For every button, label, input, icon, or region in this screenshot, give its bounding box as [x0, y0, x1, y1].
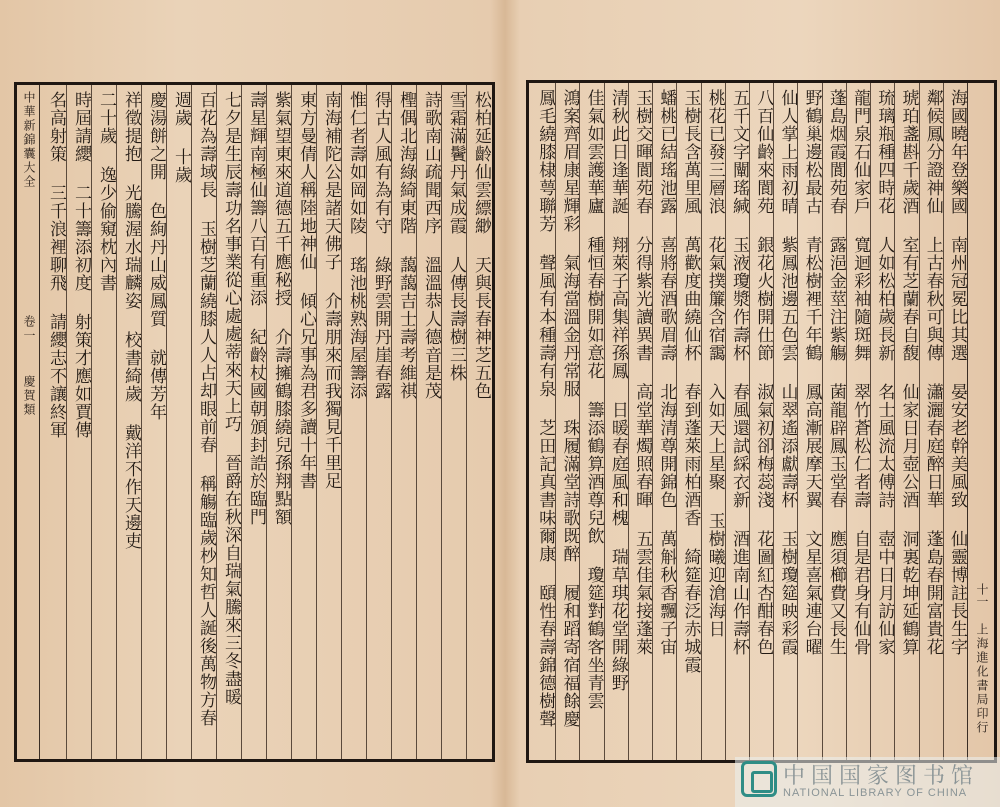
- column-rule: [676, 83, 677, 760]
- watermark-chinese: 中国国家图书馆: [783, 764, 980, 789]
- text-column: 八百仙齡來閬苑 銀花火樹開仕節 淑氣初卻梅蕊淺 花圖紅杏酣春色: [753, 89, 774, 656]
- text-column: 蓬島烟霞閬苑春 露浥金莖注紫觴 菌龍辟鳳玉堂春 應須櫛費又長生: [825, 89, 846, 656]
- text-column: 蟠桃已結瑤池露 喜將春酒歌眉壽 北海清尊開錦色 萬斛秋香飄子宙: [656, 89, 677, 656]
- text-column: 紫氣望東來道德五千應秘授 介壽擁鶴膝繞兒孫翔點額: [271, 91, 291, 526]
- text-column: 得古人風有為有守 綠野雲開丹崖春露: [371, 91, 391, 400]
- column-rule: [166, 85, 167, 759]
- gutter-volume: 卷一: [22, 315, 36, 343]
- gutter-section: 慶賀類: [22, 375, 36, 417]
- text-column: 清秋此日逢華誕 翔萊子高集祥孫鳳 日暖春庭風和槐 瑞草琪花堂開綠野: [607, 89, 628, 692]
- text-column: 名高射策 三千浪裡聊飛 請纓志不讓終軍: [46, 91, 66, 439]
- column-rule: [701, 83, 702, 760]
- left-page-frame: [14, 82, 495, 762]
- text-column: 二十歲 逸少偷窺枕內書: [96, 91, 116, 292]
- text-column: 野鶴巢邊松最古 青松樹裡千年鶴 鳳高漸展摩天翼 文星喜氣連台曜: [801, 89, 822, 656]
- column-rule: [416, 85, 417, 759]
- right-fold-column: [967, 83, 994, 760]
- text-column: 壽星輝南極仙籌八百有重添 紀齡杖國朝頒封誥於臨門: [246, 91, 266, 526]
- text-column: 詩歌南山疏聞西序 溫溫恭人德音是茂: [421, 91, 441, 400]
- column-rule: [943, 83, 944, 760]
- text-column: 慶湯餅之開 色絢丹山威鳳質 就傳芳年: [146, 91, 166, 421]
- text-column: 五千文字闡瑤緘 玉液瓊漿作壽杯 春風還試綵衣新 酒進南山作壽杯: [728, 89, 749, 656]
- column-rule: [846, 83, 847, 760]
- text-column: 玉樹長含萬里風 萬歡度曲繞仙杯 春到蓬萊雨柏酒香 綺筵春泛赤城霞: [680, 89, 701, 674]
- text-column: 鳳毛繞膝棣萼聯芳 聲風有本種壽有泉 芝田記真書味爾康 頤性春壽錦德樹聲: [535, 89, 556, 728]
- column-rule: [366, 85, 367, 759]
- text-column: 琉璃瓶種四時花 人如松柏歲長新 名士風流太傅詩 壺中日月訪仙家: [874, 89, 895, 656]
- text-column: 惟仁者壽如岡如陵 瑤池桃熟海屋籌添: [346, 91, 366, 400]
- text-column: 龍門泉石仙家戶 寬迴彩袖隨斑舞 翠竹蒼松仁者壽 自是君身有仙骨: [850, 89, 871, 656]
- page-number: 十一: [975, 583, 989, 607]
- column-rule: [773, 83, 774, 760]
- text-column: 鴻案齊眉康星輝彩 氣海當溫金丹常服 珠履滿堂詩歌既醉 履和蹈寄宿福餘慶: [559, 89, 580, 728]
- column-rule: [391, 85, 392, 759]
- column-rule: [116, 85, 117, 759]
- gutter-book-title: 中華新錦囊大全: [22, 91, 36, 189]
- column-rule: [66, 85, 67, 759]
- column-rule: [604, 83, 605, 760]
- text-column: 玉樹交暉閬苑春 分得紫光讀異書 高堂華燭照春暉 五雲佳氣接蓬萊: [632, 89, 653, 656]
- text-column: 海國曉年登樂國 南州冠冕比其選 晏安老幹美風致 仙靈博註長生字: [946, 89, 967, 656]
- text-column: 雪霜滿鬢丹氣成霞 人傳長壽樹三株: [446, 91, 466, 382]
- text-column: 佳氣如雲護華廬 種恒春樹開如意花 籌添鶴算酒尊兒飲 瓊筵對鶴客坐青雲: [583, 89, 604, 710]
- text-column: 祥徵提抱 光騰渥水瑞麟姿 校書綺歲 戴洋不作天邊吏: [121, 91, 141, 550]
- text-column: 七夕是生辰壽功名事業從心處處蒂來天上巧 晉爵在秋深自瑞氣騰來三冬盡暖: [221, 91, 241, 706]
- watermark-english: NATIONAL LIBRARY OF CHINA: [783, 787, 968, 799]
- column-rule: [466, 85, 467, 759]
- library-logo-icon: [741, 761, 777, 797]
- column-rule: [652, 83, 653, 760]
- column-rule: [919, 83, 920, 760]
- column-rule: [822, 83, 823, 760]
- column-rule: [894, 83, 895, 760]
- column-rule: [91, 85, 92, 759]
- text-column: 檉偶北海綠綺東階 藹藹吉士壽考維祺: [396, 91, 416, 400]
- column-rule: [266, 85, 267, 759]
- column-rule: [341, 85, 342, 759]
- text-column: 仙人掌上雨初晴 紫鳳池邊五色雲 山翠遙添獻壽杯 玉樹瓊筵映彩霞: [777, 89, 798, 656]
- text-column: 琥珀盞斟千歲酒 室有芝蘭春自馥 仙家日月壺公酒 洞裏乾坤延鶴算: [898, 89, 919, 656]
- column-rule: [579, 83, 580, 760]
- column-rule: [216, 85, 217, 759]
- text-column: 週歲 十歲: [171, 91, 191, 184]
- library-watermark: [735, 757, 1000, 807]
- right-page: [505, 0, 1000, 807]
- text-column: 東方曼倩人稱陸地神仙 傾心兄事為君多讀十年書: [296, 91, 316, 490]
- column-rule: [291, 85, 292, 759]
- publisher-imprint: 上海進化書局印行: [975, 623, 989, 735]
- column-rule: [316, 85, 317, 759]
- column-rule: [441, 85, 442, 759]
- text-column: 南海補陀公是諸天佛子 介壽朋來而我獨見千里足: [321, 91, 341, 490]
- column-rule: [628, 83, 629, 760]
- text-column: 桃花已發三層浪 花氣撲簾含宿靄 入如天上星聚 玉樹曦迎滄海日: [704, 89, 725, 638]
- text-column: 百花為壽域長 玉樹芝蘭繞膝人人占却眼前春 稱觴臨歲杪知哲人誕後萬物方春: [196, 91, 216, 727]
- column-rule: [191, 85, 192, 759]
- text-column: 松柏延齡仙雲縹緲 天與長春神芝五色: [471, 91, 491, 400]
- column-rule: [555, 83, 556, 760]
- column-rule: [141, 85, 142, 759]
- column-rule: [749, 83, 750, 760]
- column-rule: [241, 85, 242, 759]
- column-rule: [870, 83, 871, 760]
- text-column: 鄰候鳳分證神仙 上古春秋可與傳 瀟灑春庭醉日華 蓬島春開富貴花: [922, 89, 943, 656]
- left-gutter-column: [17, 85, 40, 759]
- column-rule: [725, 83, 726, 760]
- right-page-frame: [526, 80, 997, 763]
- text-column: 時屆請纓 二十籌添初度 射策才應如賈傳: [71, 91, 91, 439]
- column-rule: [797, 83, 798, 760]
